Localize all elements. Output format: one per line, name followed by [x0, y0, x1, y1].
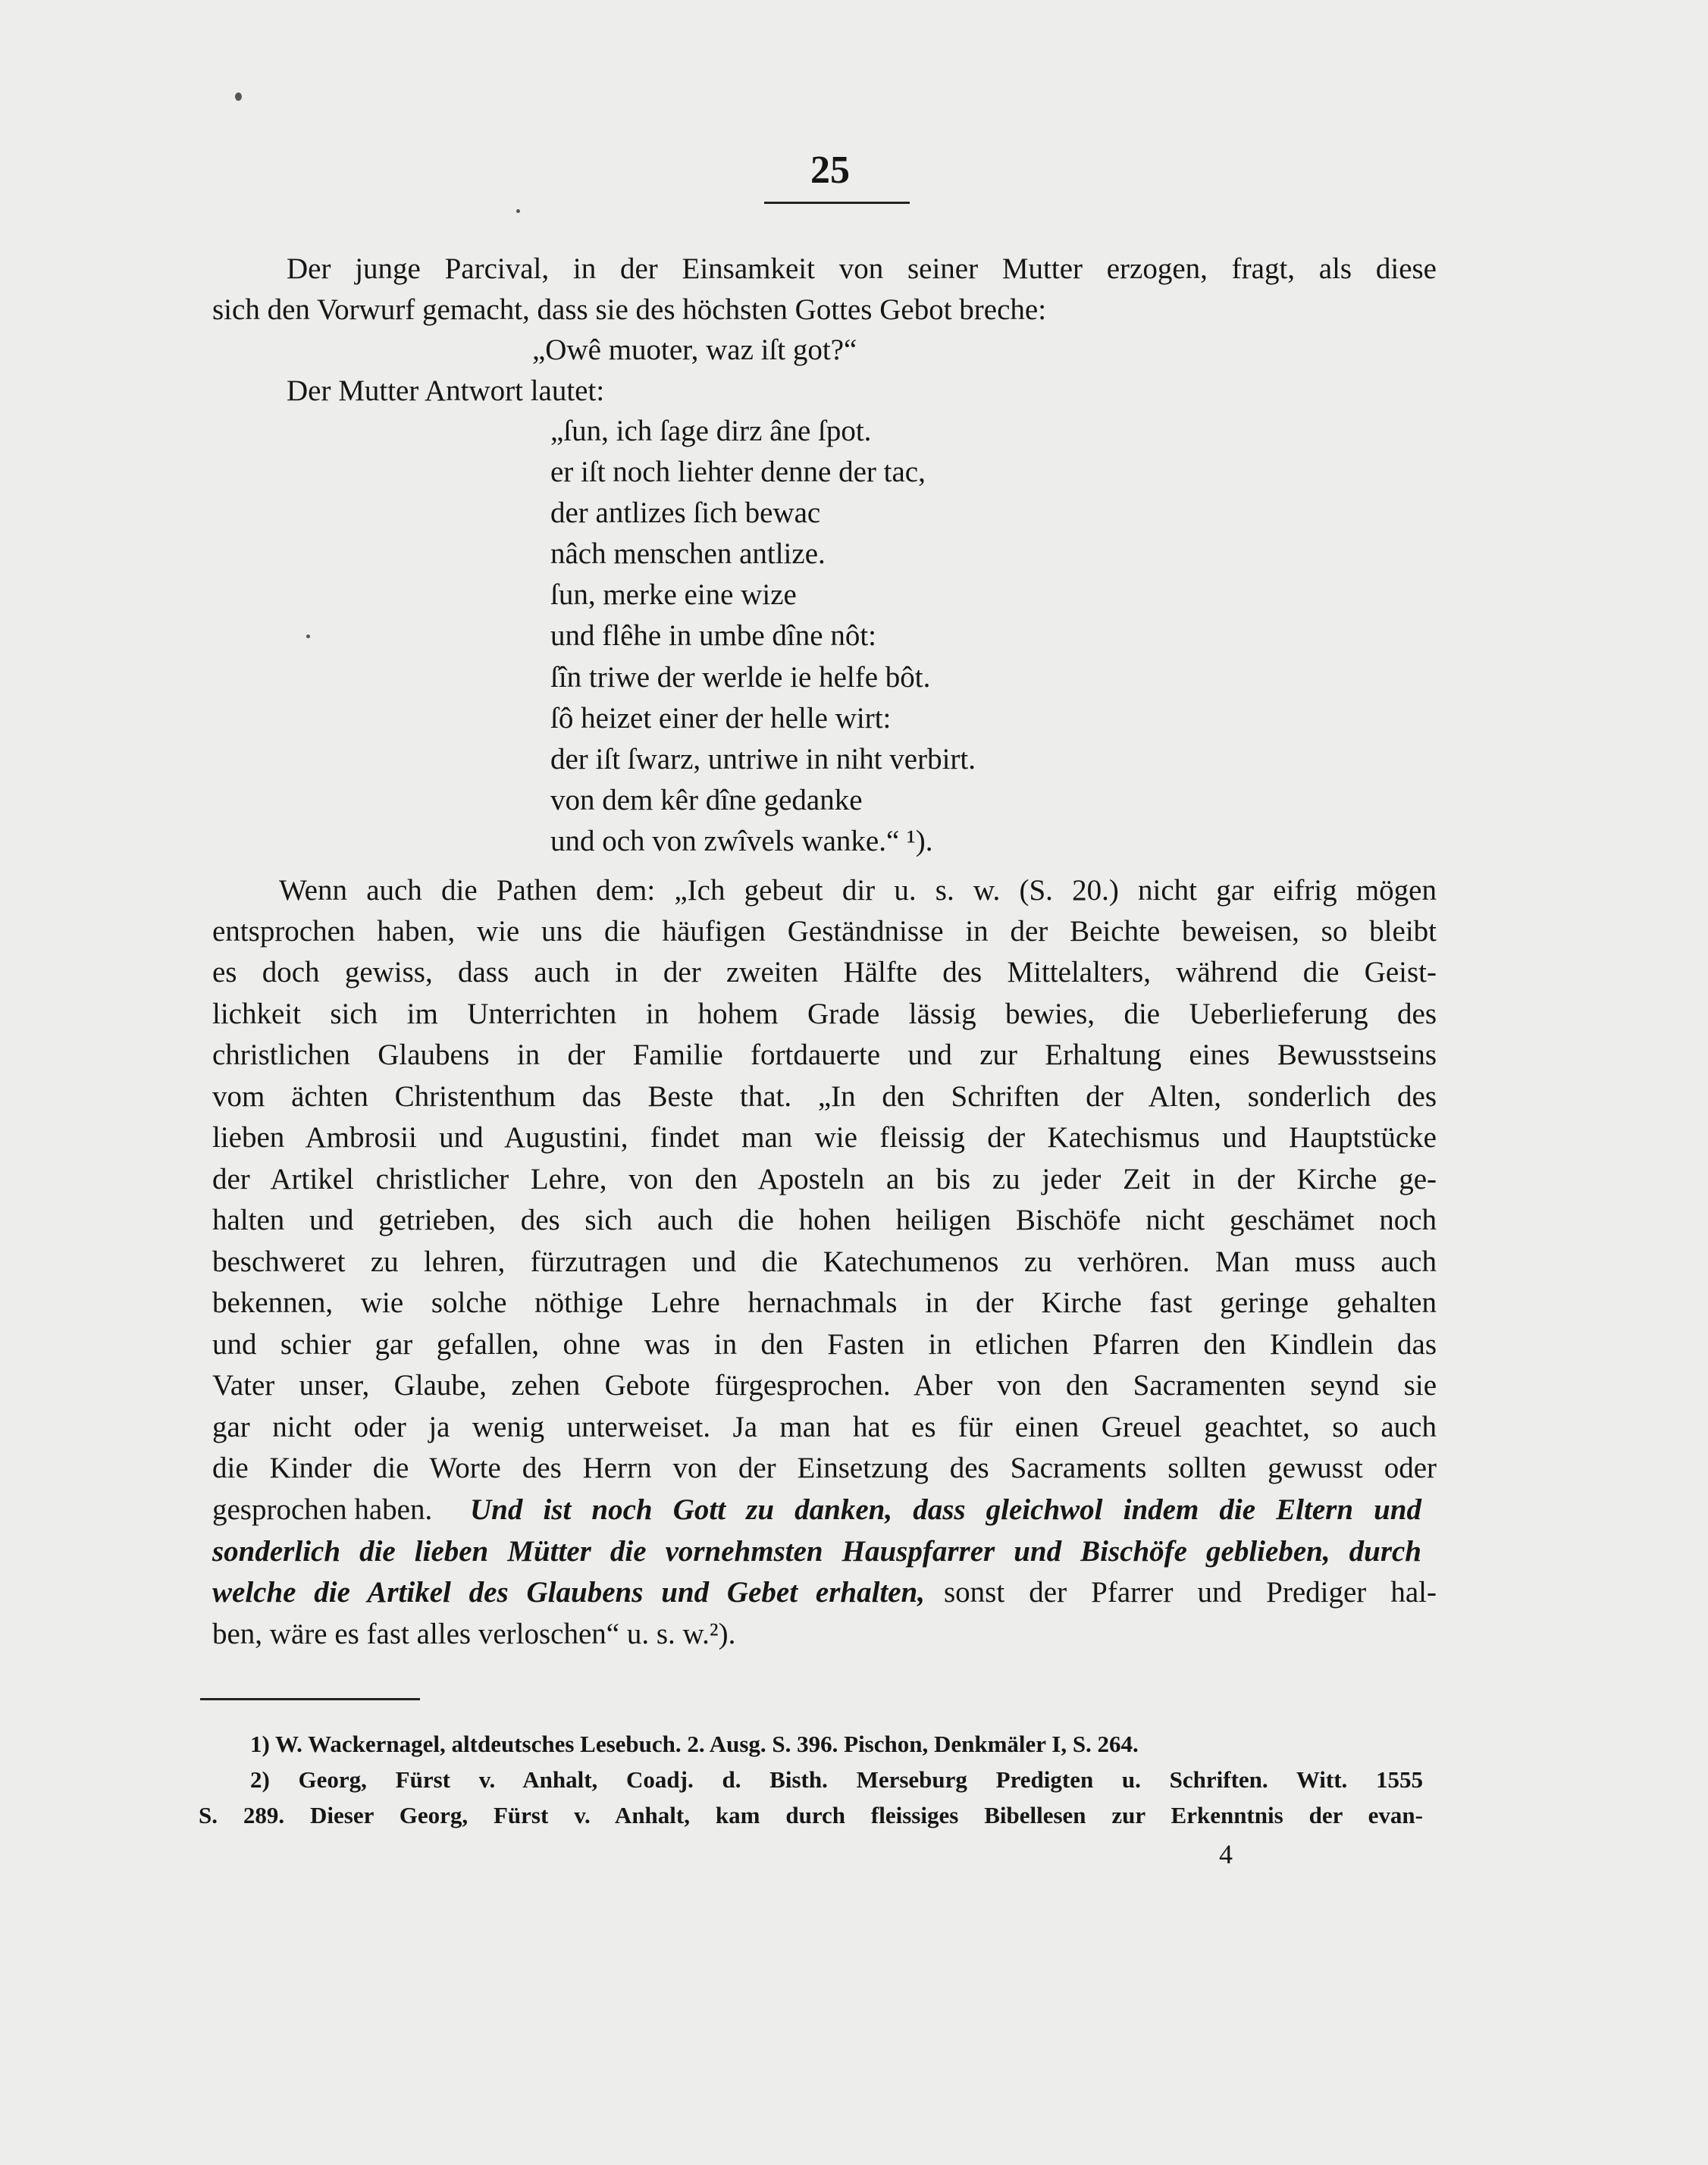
italic-text-line: Und ist noch Gott zu danken, dass gleichwol indem die Eltern und — [470, 1493, 1421, 1526]
text-line: christlichen Glaubens in der Familie fortdauerte und zur Erhaltung eines Bewusstseins — [212, 1039, 1437, 1071]
text-line: entsprochen haben, wie uns die häufigen Geständnisse in der Beichte beweisen, so bleibt — [212, 915, 1437, 948]
text-line: und schier gar gefallen, ohne was in den Fasten in etlichen Pfarren den Kindlein das — [212, 1328, 1437, 1361]
text-line: Der Mutter Antwort lautet: — [287, 374, 605, 407]
verse-line: der iſt ſwarz, untriwe in niht verbirt. — [550, 743, 976, 775]
text-line: sich den Vorwurf gemacht, dass sie des höchsten Gottes Gebot breche: — [212, 293, 1047, 326]
verse-line: und och von zwîvels wanke.“ ¹). — [550, 825, 933, 857]
text-line: gar nicht oder ja wenig unterweiset. Ja man hat es für einen Greuel geachtet, so auch — [212, 1411, 1437, 1443]
verse-line: ſô heizet einer der helle wirt: — [550, 702, 892, 735]
italic-text-line: sonderlich die lieben Mütter die vornehmsten Hauspfarrer und Bischöfe geblieben, durch — [212, 1535, 1421, 1568]
text-line: bekennen, wie solche nöthige Lehre hernachmals in der Kirche fast geringe gehalten — [212, 1286, 1437, 1319]
text-line: beschweret zu lehren, fürzutragen und die Katechumenos zu verhören. Man muss auch — [212, 1245, 1437, 1278]
verse-line: von dem kêr dîne gedanke — [550, 784, 863, 816]
text-line: ben, wäre es fast alles verloschen“ u. s. w.²). — [212, 1618, 736, 1650]
page-number: 25 — [810, 149, 850, 192]
text-line: lieben Ambrosii und Augustini, findet man wie fleissig der Katechismus und Hauptstücke — [212, 1121, 1437, 1154]
verse-line: nâch menschen antlize. — [550, 537, 826, 570]
signature-mark: 4 — [1219, 1839, 1233, 1869]
text-line: gesprochen haben. — [212, 1493, 433, 1526]
ink-speck — [235, 92, 242, 101]
text-line: lichkeit sich im Unterrichten in hohem Grade lässig bewies, die Ueberlieferung des — [212, 998, 1437, 1030]
text-line: es doch gewiss, dass auch in der zweiten Hälfte des Mittelalters, während die Geist- — [212, 956, 1437, 989]
text-line: sonst der Pfarrer und Prediger hal- — [944, 1576, 1437, 1609]
text-line: der Artikel christlicher Lehre, von den Aposteln an bis zu jeder Zeit in der Kirche ge- — [212, 1163, 1437, 1195]
footnote: 2) Georg, Fürst v. Anhalt, Coadj. d. Bisth. Merseburg Predigten u. Schriften. Witt. 1555 — [250, 1766, 1423, 1793]
verse-line: er iſt noch liehter denne der tac, — [550, 456, 926, 488]
verse-line: und flêhe in umbe dîne nôt: — [550, 619, 876, 652]
verse-line: der antlizes ſich bewac — [550, 497, 821, 529]
page-number-rule — [764, 202, 910, 204]
text-line: Der junge Parcival, in der Einsamkeit von seiner Mutter erzogen, fragt, als diese — [287, 252, 1437, 285]
footnote: 1) W. Wackernagel, altdeutsches Lesebuch. 2. Ausg. S. 396. Pischon, Denkmäler I, S. 264. — [250, 1731, 1139, 1757]
footnote: S. 289. Dieser Georg, Fürst v. Anhalt, kam durch fleissiges Bibellesen zur Erkenntnis der evan- — [199, 1802, 1423, 1828]
text-line: Vater unser, Glaube, zehen Gebote fürgesprochen. Aber von den Sacramenten seynd sie — [212, 1369, 1437, 1402]
ink-speck — [306, 634, 310, 638]
ink-speck — [516, 209, 520, 213]
text-line: Wenn auch die Pathen dem: „Ich gebeut dir u. s. w. (S. 20.) nicht gar eifrig mögen — [279, 874, 1437, 907]
footnote-rule — [200, 1698, 420, 1700]
verse-line: „Owê muoter, waz iſt got?“ — [532, 334, 857, 366]
italic-text-line: welche die Artikel des Glaubens und Gebet erhalten, — [212, 1576, 925, 1609]
verse-line: „ſun, ich ſage dirz âne ſpot. — [550, 415, 872, 447]
text-line: die Kinder die Worte des Herrn von der Einsetzung des Sacraments sollten gewusst oder — [212, 1452, 1437, 1484]
text-line: vom ächten Christenthum das Beste that. „In den Schriften der Alten, sonderlich des — [212, 1080, 1437, 1113]
text-line: halten und getrieben, des sich auch die hohen heiligen Bischöfe nicht geschämet noch — [212, 1204, 1437, 1236]
verse-line: ſîn triwe der werlde ie helfe bôt. — [550, 661, 931, 694]
verse-line: ſun, merke eine wize — [550, 578, 797, 611]
